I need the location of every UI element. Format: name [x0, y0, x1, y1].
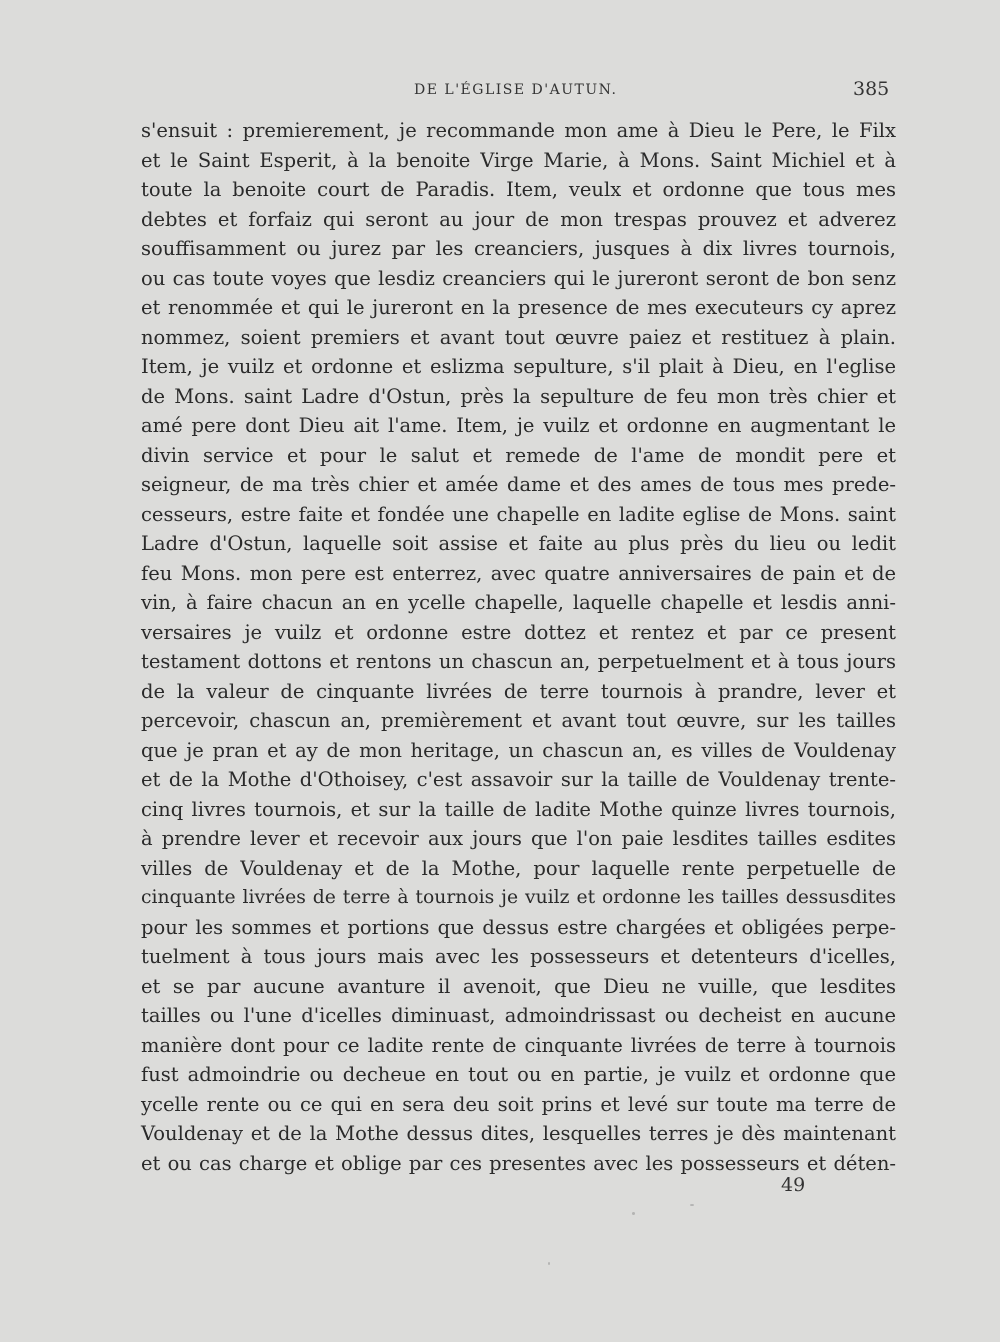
text-line: percevoir, chascun an, premièrement et avant tout œuvre, sur les tailles [141, 709, 896, 732]
text-line: Item, je vuilz et ordonne et eslizma sepulture, s'il plait à Dieu, en l'eglise [141, 355, 896, 378]
text-line: cinq livres tournois, et sur la taille de ladite Mothe quinze livres tournois, [141, 797, 896, 821]
text-line: feu Mons. mon pere est enterrez, avec quatre anniversaires de pain et de [141, 561, 896, 585]
page-number: 385 [853, 78, 890, 100]
text-line: pour les sommes et portions que dessus estre chargées et obligées perpe- [141, 915, 896, 939]
paper-speck [632, 1212, 635, 1215]
text-line: cesseurs, estre faite et fondée une chapelle en ladite eglise de Mons. saint [141, 502, 896, 526]
text-line: de la valeur de cinquante livrées de terre tournois à prandre, lever et [141, 679, 896, 703]
signature-mark: 49 [781, 1174, 806, 1196]
text-line: villes de Vouldenay et de la Mothe, pour laquelle rente perpetuelle de [141, 856, 896, 880]
text-line: et de la Mothe d'Othoisey, c'est assavoir sur la taille de Vouldenay trente- [141, 768, 896, 791]
text-line: manière dont pour ce ladite rente de cinquante livrées de terre à tournois [141, 1033, 896, 1057]
text-line: divin service et pour le salut et remede de l'ame de mondit pere et [141, 443, 896, 467]
text-line: ou cas toute voyes que lesdiz creanciers qui le jureront seront de bon senz [141, 266, 896, 290]
text-line: cinquante livrées de terre à tournois je vuilz et ordonne les tailles dessusdites [141, 887, 896, 908]
text-line: ycelle rente ou ce qui en sera deu soit prins et levé sur toute ma terre de [141, 1092, 896, 1116]
body-text [141, 116, 896, 1178]
text-line: souffisamment ou jurez par les creanciers, jusques à dix livres tournois, [141, 237, 896, 260]
text-line: testament dottons et rentons un chascun an, perpetuelment et à tous jours [141, 650, 896, 673]
text-line: seigneur, de ma très chier et amée dame et des ames de tous mes prede- [141, 473, 896, 496]
text-line: tailles ou l'une d'icelles diminuast, admoindrissast ou decheist en aucune [141, 1004, 896, 1027]
running-title: DE L'ÉGLISE D'AUTUN. [414, 82, 618, 98]
text-line: tuelment à tous jours mais avec les possesseurs et detenteurs d'icelles, [141, 945, 896, 968]
text-line: nommez, soient premiers et avant tout œuvre paiez et restituez à plain. [141, 325, 896, 349]
text-line: que je pran et ay de mon heritage, un chascun an, es villes de Vouldenay [141, 738, 896, 762]
text-line: de Mons. saint Ladre d'Ostun, près la sepulture de feu mon très chier et [141, 384, 896, 408]
text-line: et le Saint Esperit, à la benoite Virge Marie, à Mons. Saint Michiel et à [141, 148, 896, 172]
paper-speck [548, 1262, 550, 1265]
text-line: Vouldenay et de la Mothe dessus dites, lesquelles terres je dès maintenant [141, 1122, 896, 1145]
text-line: à prendre lever et recevoir aux jours que l'on paie lesdites tailles esdites [141, 827, 896, 850]
text-line: debtes et forfaiz qui seront au jour de mon trespas prouvez et adverez [141, 207, 896, 231]
text-line: fust admoindrie ou decheue en tout ou en partie, je vuilz et ordonne que [141, 1063, 896, 1086]
paper-speck [690, 1204, 694, 1206]
text-line: et se par aucune avanture il avenoit, que Dieu ne vuille, que lesdites [141, 974, 896, 998]
text-line: et renommée et qui le jureront en la presence de mes executeurs cy aprez [141, 296, 896, 319]
text-line: amé pere dont Dieu ait l'ame. Item, je vuilz et ordonne en augmentant le [141, 414, 896, 437]
text-line: s'ensuit : premierement, je recommande mon ame à Dieu le Pere, le Filx [141, 119, 896, 142]
text-line: vin, à faire chacun an en ycelle chapelle, laquelle chapelle et lesdis anni- [141, 591, 896, 614]
text-line: versaires je vuilz et ordonne estre dottez et rentez et par ce present [141, 620, 896, 644]
text-line: et ou cas charge et oblige par ces presentes avec les possesseurs et déten- [141, 1151, 896, 1175]
text-line: toute la benoite court de Paradis. Item, veulx et ordonne que tous mes [141, 178, 896, 201]
text-line: Ladre d'Ostun, laquelle soit assise et faite au plus près du lieu ou ledit [141, 532, 896, 555]
